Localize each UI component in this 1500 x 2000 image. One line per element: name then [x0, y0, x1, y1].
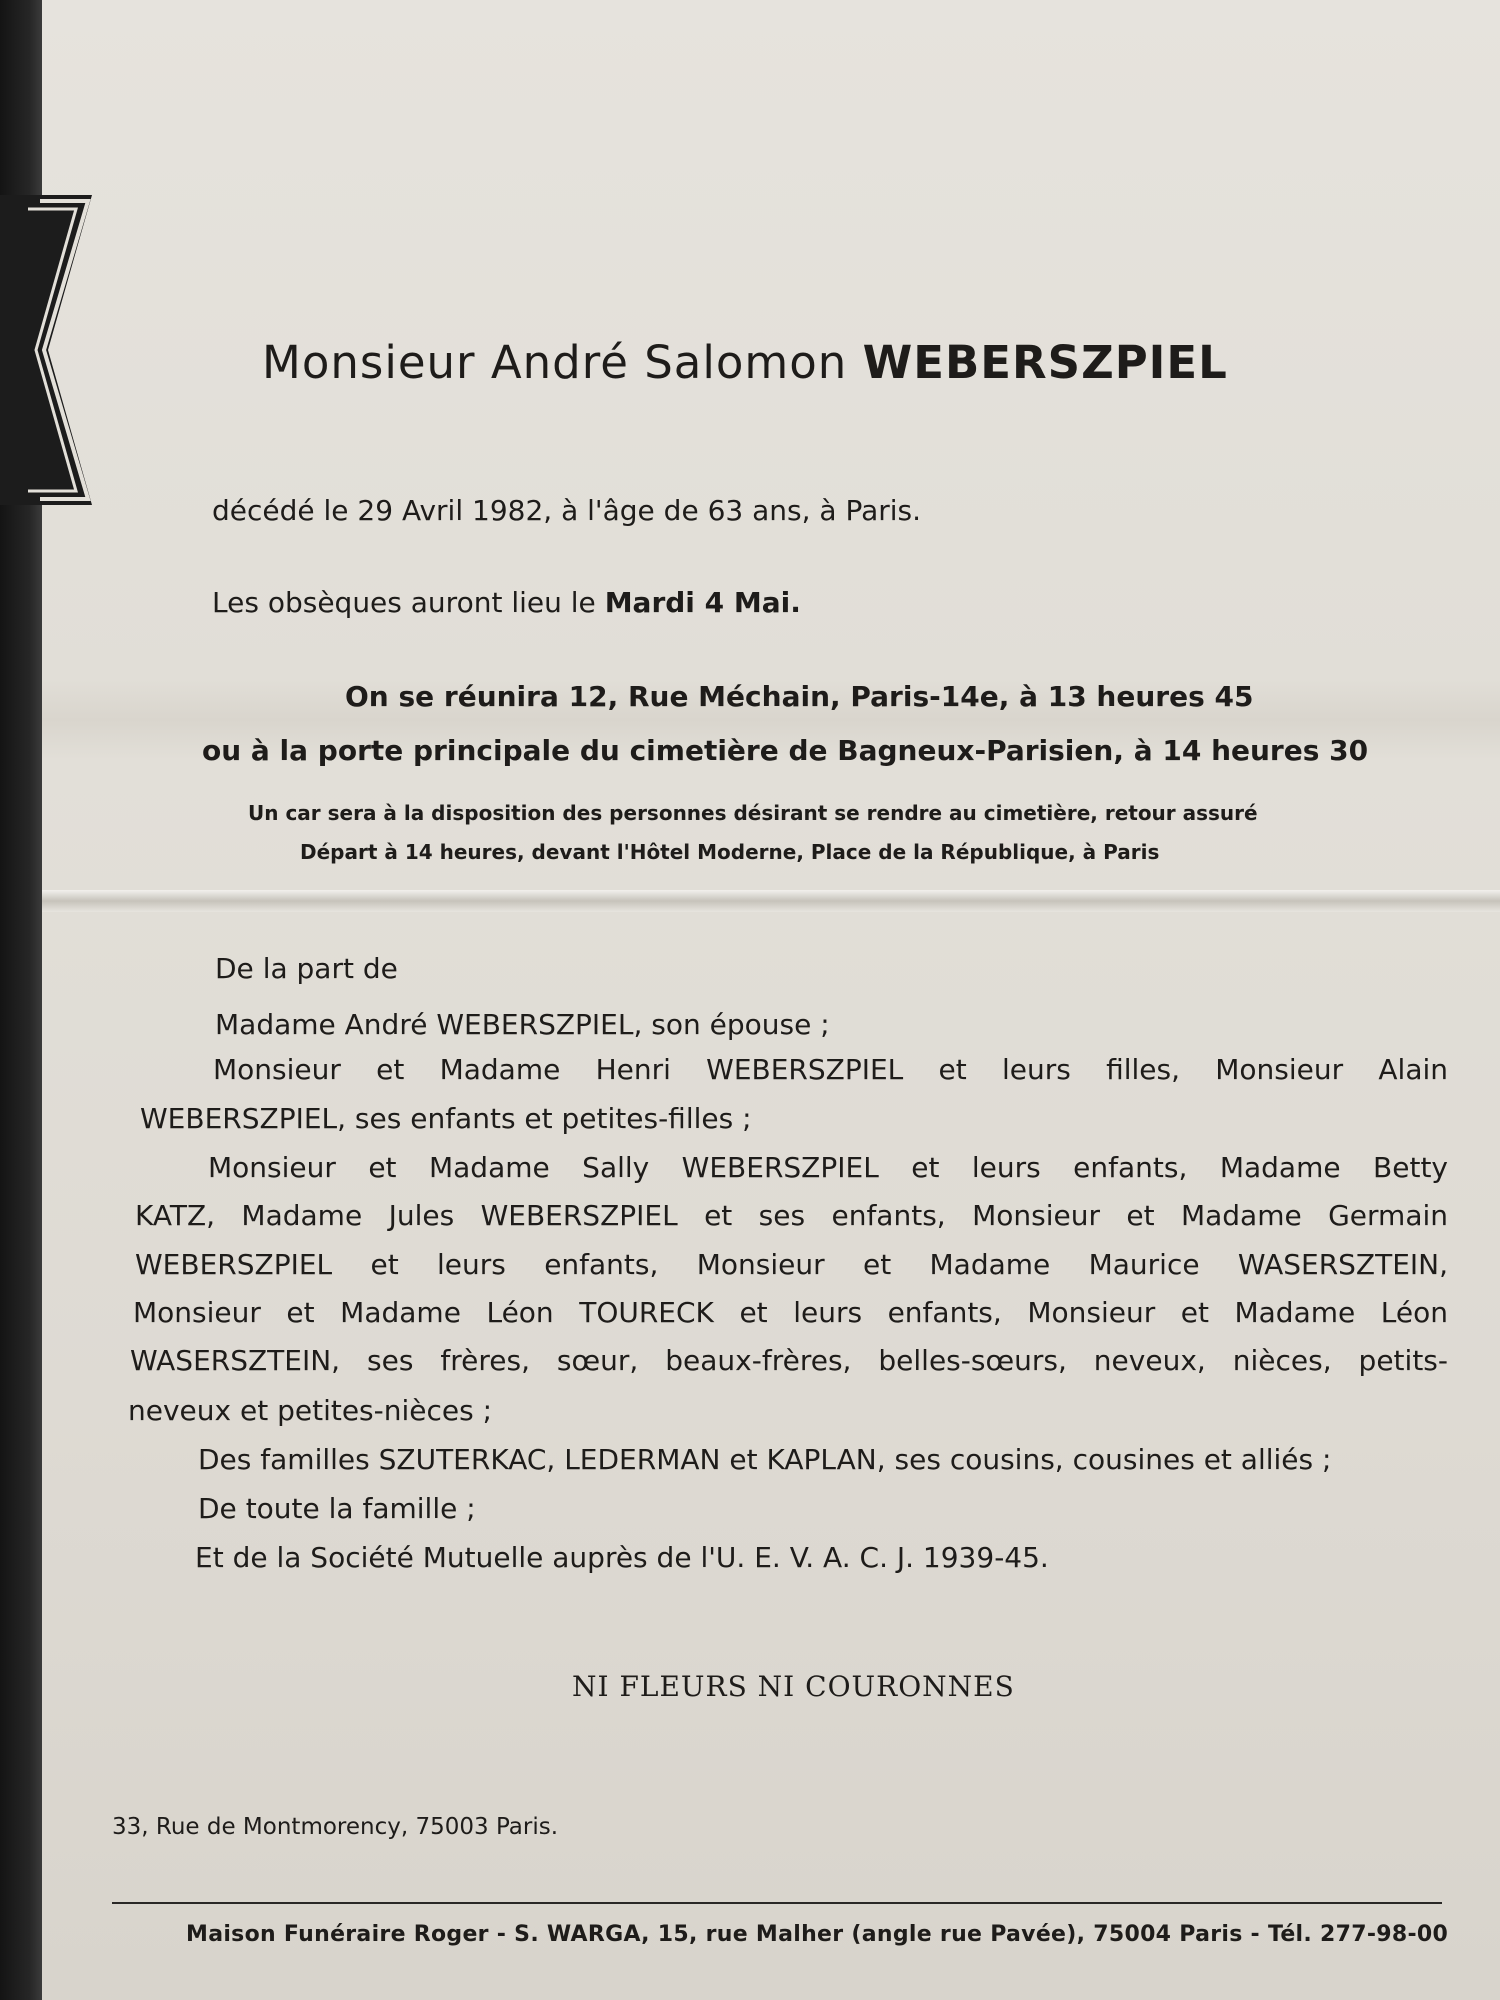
funeral-home-footer: Maison Funéraire Roger - S. WARGA, 15, rue Malher (angle rue Pavée), 75004 Paris - Tél. 277-98-00: [186, 1922, 1449, 1947]
bus-departure-line: Départ à 14 heures, devant l'Hôtel Moderne, Place de la République, à Paris: [300, 840, 1160, 864]
funeral-date-line: [212, 586, 801, 619]
deceased-surname: WEBERSZPIEL: [862, 336, 1228, 389]
death-date-line: décédé le 29 Avril 1982, à l'âge de 63 ans, à Paris.: [212, 494, 922, 527]
society-line: Et de la Société Mutuelle auprès de l'U. E. V. A. C. J. 1939-45.: [195, 1541, 1049, 1574]
meeting-place-line: On se réunira 12, Rue Méchain, Paris-14e, à 13 heures 45: [345, 680, 1254, 713]
siblings-line-2: KATZ, Madame Jules WEBERSZPIEL et ses enfants, Monsieur et Madame Germain: [135, 1199, 1448, 1232]
siblings-line-5: WASERSZTEIN, ses frères, sœur, beaux-frères, belles-sœurs, neveux, nièces, petits-: [130, 1344, 1448, 1377]
siblings-line-1: Monsieur et Madame Sally WEBERSZPIEL et leurs enfants, Madame Betty: [208, 1151, 1448, 1184]
paper-fold-crease: [40, 890, 1500, 912]
spouse-line: Madame André WEBERSZPIEL, son épouse ;: [215, 1008, 830, 1041]
family-intro: De la part de: [215, 952, 398, 985]
whole-family-line: De toute la famille ;: [198, 1492, 476, 1525]
children-line-1: Monsieur et Madame Henri WEBERSZPIEL et leurs filles, Monsieur Alain: [213, 1053, 1448, 1086]
star-of-david-emblem-icon: [0, 195, 96, 505]
children-line-2: WEBERSZPIEL, ses enfants et petites-filles ;: [140, 1102, 752, 1135]
siblings-line-3: WEBERSZPIEL et leurs enfants, Monsieur et Madame Maurice WASERSZTEIN,: [135, 1248, 1448, 1281]
family-address: 33, Rue de Montmorency, 75003 Paris.: [112, 1814, 559, 1840]
no-flowers-notice: NI FLEURS NI COURONNES: [572, 1670, 1015, 1703]
funeral-prefix: Les obsèques auront lieu le: [212, 586, 596, 619]
deceased-name: Monsieur André Salomon: [262, 336, 848, 389]
funeral-date: Mardi 4 Mai.: [604, 586, 801, 619]
deceased-name-heading: [262, 336, 1228, 389]
cousins-line: Des familles SZUTERKAC, LEDERMAN et KAPLAN, ses cousins, cousines et alliés ;: [198, 1443, 1332, 1476]
bus-info-line: Un car sera à la disposition des personnes désirant se rendre au cimetière, retour assuré: [248, 801, 1258, 825]
siblings-line-4: Monsieur et Madame Léon TOURECK et leurs enfants, Monsieur et Madame Léon: [133, 1296, 1448, 1329]
footer-divider: [112, 1902, 1442, 1904]
siblings-line-6: neveux et petites-nièces ;: [128, 1394, 493, 1427]
cemetery-gate-line: ou à la porte principale du cimetière de Bagneux-Parisien, à 14 heures 30: [202, 734, 1369, 767]
